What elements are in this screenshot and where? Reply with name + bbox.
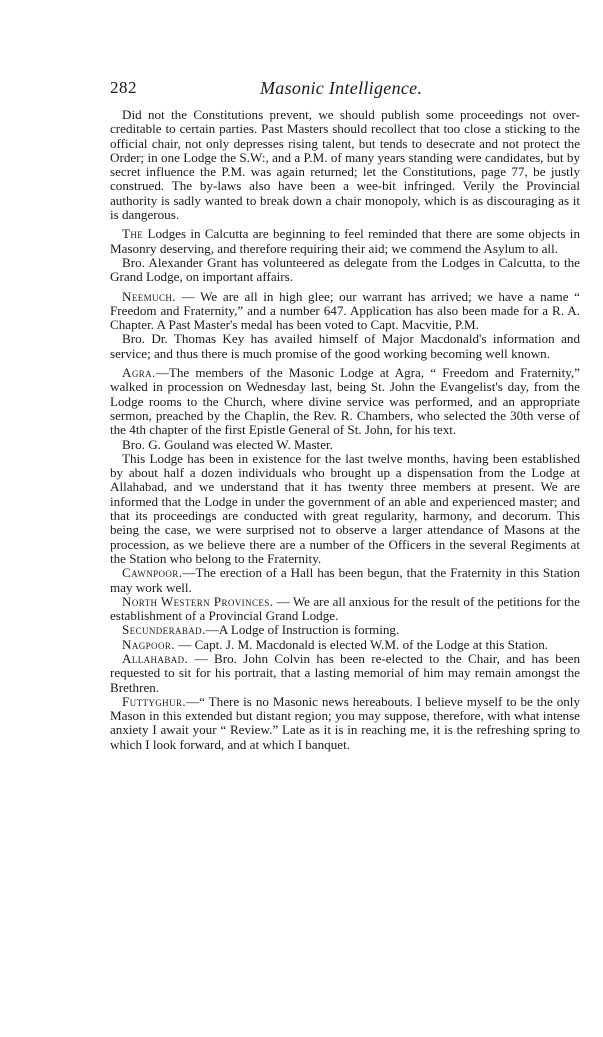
paragraph-text: Did not the Constitutions prevent, we should publish some proceedings not over-creditable to certain parties. Past Masters should recollect that too close a sticking to the official chair, not only depresses rising talent, but tends to desecrate and not protect the Order; in one Lodge the S.W:, and a P.M. of many years standing were candidates, but by secret influence the P.M. was again returned; let the Constitutions, page 77, be justly construed. The by-laws also have been a wee-bit infringed. Verily the Provincial authority is sadly wanted to break down a chair monopoly, which is as discouraging as it is dangerous. [110,107,580,223]
paragraph-text: —“ There is no Masonic news hereabouts. I believe myself to be the only Mason in this extended but distant region; you may suppose, therefore, with what intense anxiety I await your “ Review.” Late as it is in reaching me, it is the refreshing spring to which I look forward, and at which I banquet. [110,693,580,752]
place-heading-cawnpoor: Cawnpoor. [122,565,183,581]
paragraph-text: —A Lodge of Instruction is forming. [205,622,400,638]
paragraph-lead: The [122,226,144,242]
paragraph-key [110,332,580,361]
page-header [110,78,580,108]
place-heading-agra: Agra. [122,365,156,381]
paragraph-gouland [110,438,580,452]
paragraph-text: — We are all anxious for the result of the petitions for the establishment of a Provincial Grand Lodge. [110,593,580,624]
paragraph-text: Bro. Alexander Grant has volunteered as delegate from the Lodges in Calcutta, to the Grand Lodge, on important affairs. [110,254,580,285]
paragraph-text: Bro. G. Gouland was elected W. Master. [122,436,333,452]
paragraph-text: — Bro. John Colvin has been re-elected to the Chair, and has been requested to sit for his portrait, that a lasting memorial of him may remain amongst the Brethren. [110,650,580,695]
paragraph-text: —The erection of a Hall has been begun, that the Fraternity in this Station may work well. [110,565,580,595]
paragraph-grant [110,256,580,285]
paragraph-cawnpoor [110,566,580,595]
paragraph-text: Bro. Dr. Thomas Key has availed himself of Major Macdonald's information and service; and thus there is much promise of the good working becoming well known. [110,331,580,361]
paragraph-neemuch [110,290,580,333]
paragraph-text: This Lodge has been in existence for the last twelve months, having been established by about half a dozen individuals who brought up a dispensation from the Lodge at Allahabad, and we understand that it has twenty three members at present. We are informed that the Lodge in under the government of an able and experienced master; and that its proceedings are conducted with great regularity, harmony, and decorum. This being the case, we were surprised not to observe a larger attendance of Masons at the procession, as we believe there are a number of the Officers in the several Regiments at the Station who belong to the Fraternity. [110,450,580,566]
paragraph-lodge-existence [110,452,580,566]
paragraph-text: —The members of the Masonic Lodge at Agra, “ Freedom and Fraternity,” walked in procession on Wednesday last, being St. John the Evangelist's day, from the Lodge rooms to the Church, where divine service was performed, and an appropriate sermon, preached by the Chaplin, the Rev. R. Chambers, who selected the 30th verse of the 4th chapter of the first Epistle General of St. John, for his text. [110,365,580,438]
paragraph-calcutta [110,227,580,256]
paragraph-north-western [110,595,580,624]
page-number: 282 [110,78,137,97]
place-heading-futtyghur: Futtyghur. [122,693,187,709]
page [110,78,580,752]
place-heading-nagpoor: Nagpoor. [122,636,175,652]
place-heading-secunderabad: Secunderabad. [122,622,206,638]
place-heading-allahabad: Allahabad. [122,650,189,666]
paragraph-nagpoor [110,638,580,652]
paragraph-futtyghur [110,695,580,752]
paragraph-allahabad [110,652,580,695]
place-heading-north-western: North Western Provinces. [122,593,274,609]
paragraph-text: — We are all in high glee; our warrant has arrived; we have a name “ Freedom and Fraternity,” and a number 647. Application has also been made for a R. A. Chapter. A Past Master's medal has been voted to Capt. Macvitie, P.M. [110,288,580,333]
paragraph-constitutions [110,108,580,222]
paragraph-text: — Capt. J. M. Macdonald is elected W.M. of the Lodge at this Station. [174,636,549,652]
running-title: Masonic Intelligence. [260,78,423,98]
article-body [110,108,580,752]
paragraph-text: Lodges in Calcutta are beginning to feel reminded that there are some objects in Masonry deserving, and therefore requiring their aid; we commend the Asylum to all. [110,226,580,256]
paragraph-secunderabad [110,623,580,637]
place-heading-neemuch: Neemuch. [122,288,176,304]
paragraph-agra [110,366,580,437]
